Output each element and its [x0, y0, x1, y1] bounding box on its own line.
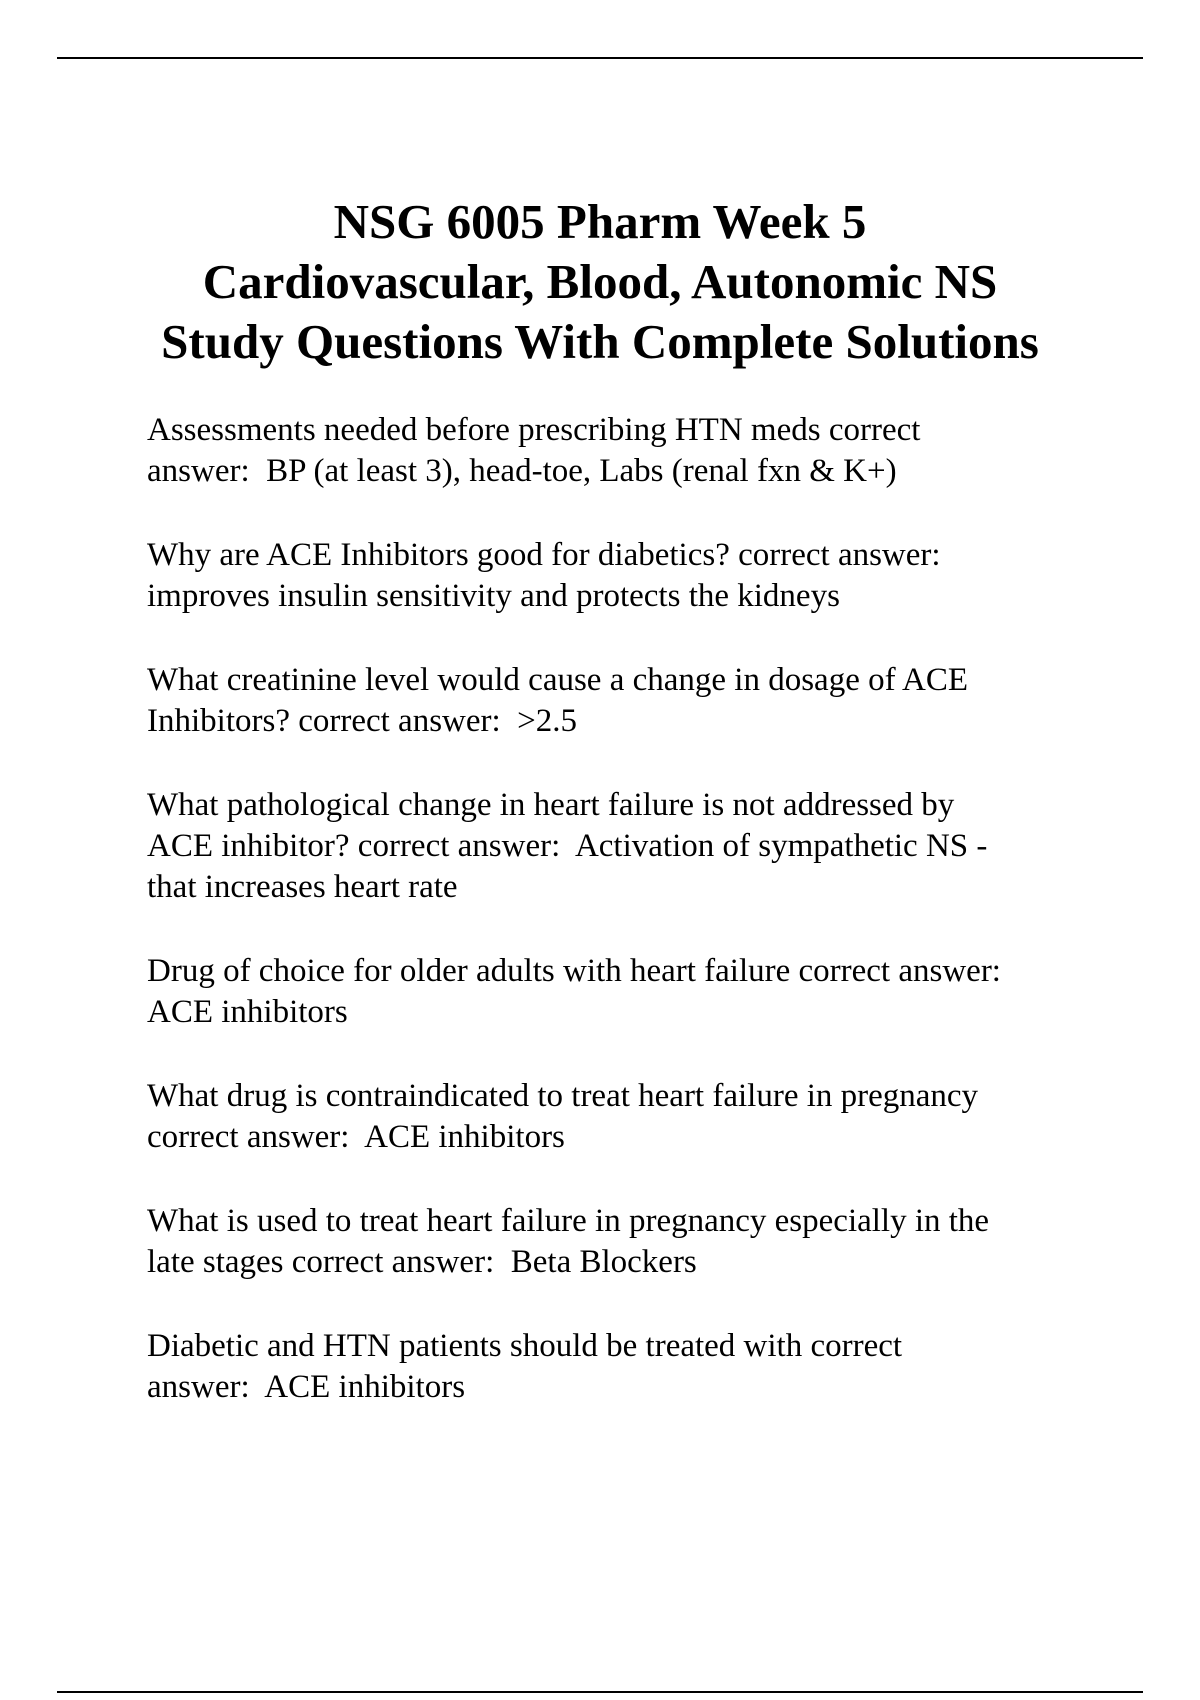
title-line: Study Questions With Complete Solutions — [161, 314, 1039, 369]
qa-item — [147, 535, 1107, 617]
bottom-rule — [57, 1691, 1143, 1693]
qa-item — [147, 785, 1107, 908]
title-line: Cardiovascular, Blood, Autonomic NS — [202, 254, 998, 309]
qa-item — [147, 951, 1107, 1033]
qa-item — [147, 410, 1107, 492]
qa-line: What creatinine level would cause a change in dosage of ACE — [147, 662, 969, 698]
document-title — [57, 192, 1143, 372]
qa-line: improves insulin sensitivity and protects the kidneys — [147, 578, 840, 614]
qa-line: late stages correct answer: Beta Blockers — [147, 1244, 697, 1280]
qa-line: What is used to treat heart failure in pregnancy especially in the — [147, 1203, 990, 1239]
qa-line: Assessments needed before prescribing HTN meds correct — [147, 412, 921, 448]
qa-line: What pathological change in heart failure is not addressed by — [147, 787, 955, 823]
qa-line: ACE inhibitor? correct answer: Activation of sympathetic NS - — [147, 828, 988, 864]
qa-item — [147, 1076, 1107, 1158]
qa-line: Inhibitors? correct answer: >2.5 — [147, 703, 578, 739]
qa-line: answer: BP (at least 3), head-toe, Labs (renal fxn & K+) — [147, 453, 897, 489]
qa-line: that increases heart rate — [147, 869, 458, 905]
top-rule — [57, 57, 1143, 59]
qa-line: answer: ACE inhibitors — [147, 1369, 466, 1405]
qa-line: What drug is contraindicated to treat heart failure in pregnancy — [147, 1078, 979, 1114]
qa-item — [147, 1326, 1107, 1408]
qa-line: correct answer: ACE inhibitors — [147, 1119, 565, 1155]
title-line: NSG 6005 Pharm Week 5 — [333, 194, 867, 249]
qa-line: Why are ACE Inhibitors good for diabetics? correct answer: — [147, 537, 941, 573]
qa-line: ACE inhibitors — [147, 994, 348, 1030]
qa-line: Diabetic and HTN patients should be treated with correct — [147, 1328, 903, 1364]
qa-line: Drug of choice for older adults with heart failure correct answer: — [147, 953, 1001, 989]
qa-item — [147, 660, 1107, 742]
qa-item — [147, 1201, 1107, 1283]
qa-list — [147, 410, 1107, 1451]
